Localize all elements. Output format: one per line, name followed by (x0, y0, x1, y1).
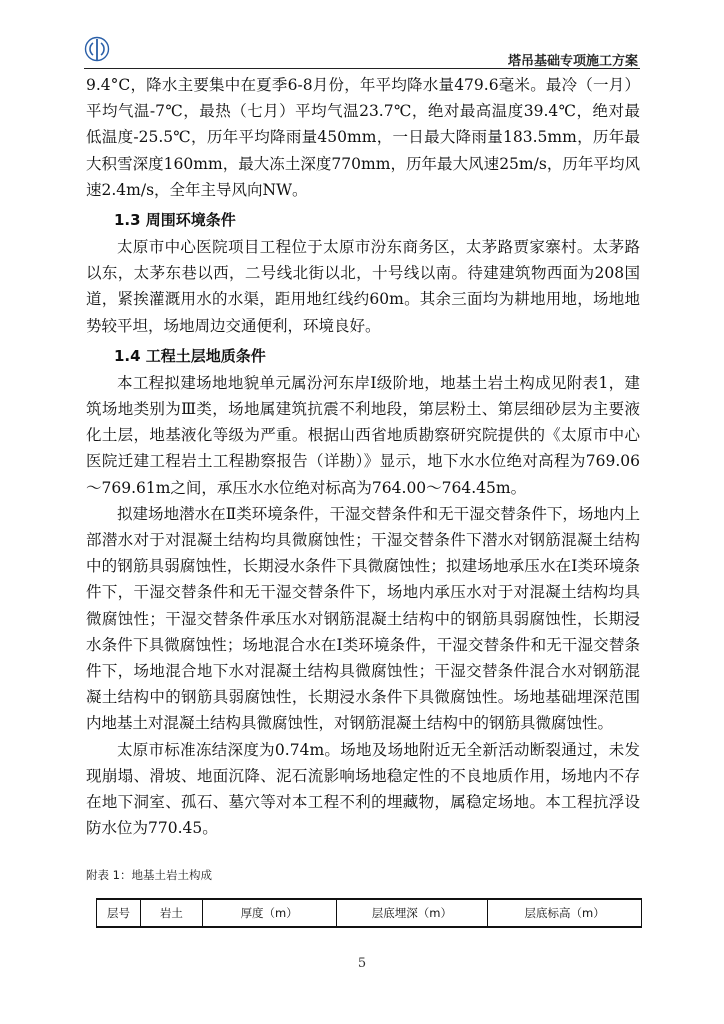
environment-paragraph: 太原市中心医院项目工程位于太原市汾东商务区，太茅路贾家寨村。太茅路以东，太茅东巷以西，二号线北街以北，十号线以南。待建建筑物西面为208国道，紧挨灌溉用水的水渠，距用地红线约60m。其余三面均为耕地用地，场地地势较平坦，场地周边交通便利，环境良好。 (86, 238, 640, 335)
geology-paragraph-1: 本工程拟建场地地貌单元属汾河东岸Ⅰ级阶地，地基土岩土构成见附表1，建筑场地类别为Ⅲ类，场地属建筑抗震不利地段，第层粉土、第层细砂层为主要液化土层，地基液化等级为严重。根据山西省地质勘察研究院提供的《太原市中心医院迁建工程岩土工程勘察报告（详勘）》显示，地下水水位绝对高程为769.06～769.61m之间，承压水水位绝对标高为764.00～764.45m。 (86, 373, 640, 497)
table-header-cell: 厚度（m） (202, 899, 336, 927)
section-heading-1-3: 1.3 周围环境条件 (114, 211, 236, 230)
table-header-cell: 层号 (97, 899, 141, 927)
table-header-cell: 层底埋深（m） (336, 899, 488, 927)
document-header-title: 塔吊基础专项施工方案 (507, 54, 638, 69)
table-header-cell: 层底标高（m） (488, 899, 642, 927)
header-divider (84, 68, 640, 69)
soil-layer-table (96, 898, 642, 928)
table-header-row (97, 899, 642, 927)
page-number: 5 (357, 956, 367, 971)
table-caption: 附表 1：地基土岩土构成 (86, 868, 212, 882)
document-body (86, 72, 640, 841)
geology-paragraph-2: 拟建场地潜水在Ⅱ类环境条件，干湿交替条件和无干湿交替条件下，场地内上部潜水对于对混凝土结构均具微腐蚀性；干湿交替条件下潜水对钢筋混凝土结构中的钢筋具弱腐蚀性，长期浸水条件下具微腐蚀性；拟建场地承压水在Ⅰ类环境条件下，干湿交替条件和无干湿交替条件下，场地内承压水对于对混凝土结构均具微腐蚀性；干湿交替条件承压水对钢筋混凝土结构中的钢筋具弱腐蚀性，长期浸水条件下具微腐蚀性；场地混合水在Ⅰ类环境条件，干湿交替条件和无干湿交替条件下，场地混合地下水对混凝土结构具微腐蚀性；干湿交替条件混合水对钢筋混凝土结构中的钢筋具弱腐蚀性，长期浸水条件下具微腐蚀性。场地基础埋深范围内地基土对混凝土结构具微腐蚀性，对钢筋混凝土结构中的钢筋具微腐蚀性。 (86, 504, 640, 733)
climate-paragraph: 9.4°C，降水主要集中在夏季6-8月份，年平均降水量479.6毫米。最冷（一月）平均气温-7℃，最热（七月）平均气温23.7℃，绝对最高温度39.4℃，绝对最低温度-25.5℃，历年平均降雨量450mm，一日最大降雨量183.5mm，历年最大积雪深度160mm，最大冻土深度770mm，历年最大风速25m/s，历年平均风速2.4m/s，全年主导风向NW。 (86, 76, 640, 199)
section-heading-1-4: 1.4 工程土层地质条件 (114, 346, 266, 365)
company-logo-icon (84, 36, 110, 62)
geology-paragraph-3: 太原市标准冻结深度为0.74m。场地及场地附近无全新活动断裂通过，未发现崩塌、滑坡、地面沉降、泥石流影响场地稳定性的不良地质作用，场地内不存在地下洞室、孤石、墓穴等对本工程不利的埋藏物，属稳定场地。本工程抗浮设防水位为770.45。 (86, 740, 640, 838)
table-header-cell: 岩土 (140, 899, 202, 927)
